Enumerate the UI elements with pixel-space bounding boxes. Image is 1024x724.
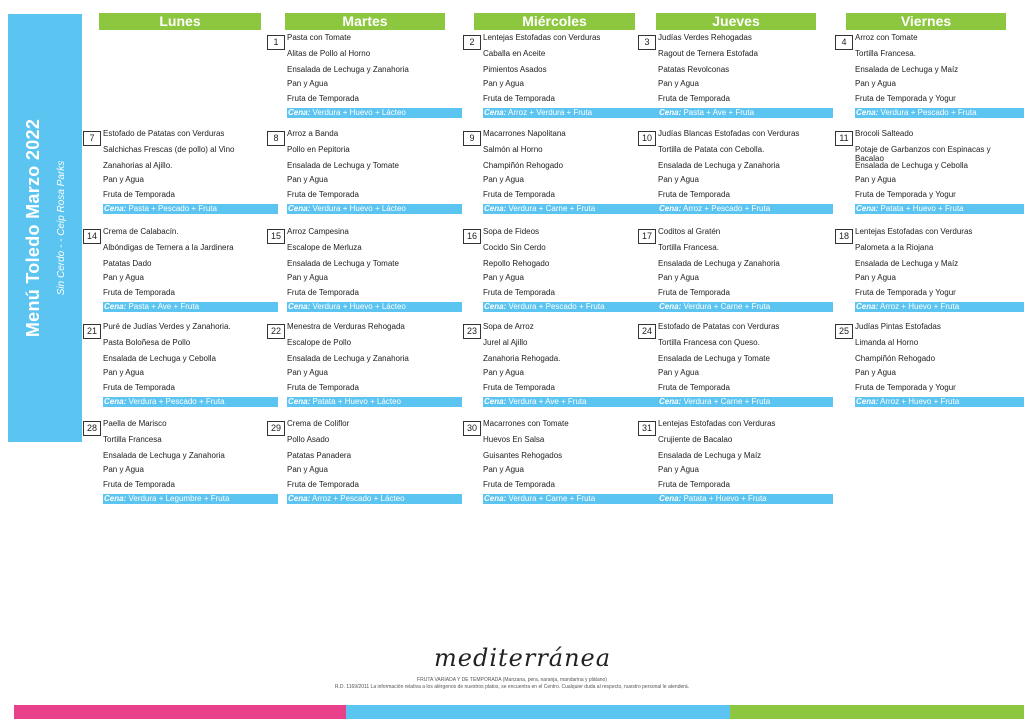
cena-label: Cena: — [856, 302, 879, 311]
dish-item: Pan y Agua — [855, 368, 896, 377]
day-number: 21 — [83, 324, 101, 339]
cena-bar — [483, 494, 658, 504]
dish-item: Ensalada de Lechuga y Tomate — [658, 354, 770, 363]
day-number: 7 — [83, 131, 101, 146]
cena-label: Cena: — [484, 108, 507, 117]
dish-item: Caballa en Aceite — [483, 49, 546, 58]
dish-item: Alitas de Pollo al Horno — [287, 49, 371, 58]
dish-item: Fruta de Temporada — [658, 94, 730, 103]
dish-item: Ensalada de Lechuga y Maíz — [855, 65, 959, 74]
dish-item: Ensalada de Lechuga y Maíz — [855, 259, 959, 268]
cena-value: Verdura + Carne + Fruta — [683, 302, 771, 311]
dish-item: Sopa de Fideos — [483, 227, 540, 236]
cena-label: Cena: — [104, 204, 127, 213]
day-number: 8 — [267, 131, 285, 146]
dish-item: Fruta de Temporada — [287, 383, 359, 392]
cena-bar — [103, 302, 278, 312]
dish-item: Pan y Agua — [287, 175, 328, 184]
dish-item: Ensalada de Lechuga y Zanahoria — [658, 161, 780, 170]
dish-item: Macarrones Napolitana — [483, 129, 566, 138]
dish-item: Palometa a la Riojana — [855, 243, 934, 252]
dish-item: Pan y Agua — [658, 368, 699, 377]
dish-item: Pan y Agua — [483, 465, 524, 474]
footer-stripe-blue — [346, 705, 730, 719]
day-number: 14 — [83, 229, 101, 244]
cena-value: Patata + Huevo + Lácteo — [312, 397, 401, 406]
cena-bar — [658, 204, 833, 214]
dish-item: Fruta de Temporada — [658, 190, 730, 199]
cena-value: Verdura + Pescado + Fruta — [880, 108, 977, 117]
dish-item: Judías Verdes Rehogadas — [658, 33, 752, 42]
cena-label: Cena: — [484, 397, 507, 406]
dish-item: Pan y Agua — [287, 79, 328, 88]
cena-value: Arroz + Verdura + Fruta — [508, 108, 593, 117]
footer-fruit-note: FRUTA VARIADA Y DE TEMPORADA (Manzana, pera, naranja, mandarina y plátano) — [417, 677, 607, 683]
dish-item: Pan y Agua — [103, 273, 144, 282]
menu-subtitle: Sin Cerdo - - Ceip Rosa Parks — [56, 160, 67, 296]
day-number: 4 — [835, 35, 853, 50]
cena-label: Cena: — [104, 302, 127, 311]
cena-value: Verdura + Legumbre + Fruta — [128, 494, 230, 503]
day-number: 18 — [835, 229, 853, 244]
dish-item: Fruta de Temporada — [483, 94, 555, 103]
cena-bar — [483, 397, 658, 407]
dish-item: Lentejas Estofadas con Verduras — [855, 227, 973, 236]
day-header-lunes: Lunes — [99, 13, 261, 30]
dish-item: Fruta de Temporada — [287, 94, 359, 103]
dish-item: Ensalada de Lechuga y Cebolla — [855, 161, 968, 170]
cena-value: Patata + Huevo + Fruta — [683, 494, 767, 503]
day-number: 2 — [463, 35, 481, 50]
dish-item: Arroz con Tomate — [855, 33, 918, 42]
dish-item: Ragout de Ternera Estofada — [658, 49, 758, 58]
cena-value: Patata + Huevo + Fruta — [880, 204, 964, 213]
dish-item: Pan y Agua — [483, 368, 524, 377]
cena-label: Cena: — [288, 302, 311, 311]
dish-item: Zanahoria Rehogada. — [483, 354, 561, 363]
dish-item: Fruta de Temporada — [103, 190, 175, 199]
day-number: 28 — [83, 421, 101, 436]
cena-value: Arroz + Pescado + Lácteo — [312, 494, 405, 503]
day-header-martes: Martes — [285, 13, 445, 30]
cena-label: Cena: — [659, 204, 682, 213]
brand-logo: mediterránea — [434, 644, 612, 672]
dish-item: Fruta de Temporada — [658, 288, 730, 297]
dish-item: Tortilla de Patata con Cebolla. — [658, 145, 765, 154]
cena-label: Cena: — [659, 494, 682, 503]
dish-item: Crujiente de Bacalao — [658, 435, 733, 444]
dish-item: Pan y Agua — [658, 79, 699, 88]
dish-item: Guisantes Rehogados — [483, 451, 563, 460]
cena-bar — [658, 397, 833, 407]
dish-item: Limanda al Horno — [855, 338, 919, 347]
footer-stripe-pink — [14, 705, 346, 719]
dish-item: Fruta de Temporada y Yogur — [855, 383, 956, 392]
cena-label: Cena: — [288, 494, 311, 503]
cena-value: Arroz + Huevo + Fruta — [880, 397, 960, 406]
dish-item: Pan y Agua — [855, 273, 896, 282]
cena-bar — [287, 302, 462, 312]
cena-value: Verdura + Pescado + Fruta — [128, 397, 225, 406]
dish-item: Pollo en Pepitoria — [287, 145, 350, 154]
dish-item: Tortilla Francesa — [103, 435, 162, 444]
dish-item: Puré de Judías Verdes y Zanahoria. — [103, 322, 231, 331]
dish-item: Coditos al Gratén — [658, 227, 721, 236]
dish-item: Fruta de Temporada — [658, 383, 730, 392]
cena-value: Pasta + Ave + Fruta — [683, 108, 755, 117]
day-number: 16 — [463, 229, 481, 244]
dish-item: Pan y Agua — [855, 79, 896, 88]
dish-item: Fruta de Temporada — [287, 480, 359, 489]
dish-item: Pan y Agua — [287, 465, 328, 474]
dish-item: Fruta de Temporada — [287, 288, 359, 297]
cena-value: Verdura + Huevo + Lácteo — [312, 108, 406, 117]
cena-value: Verdura + Huevo + Lácteo — [312, 204, 406, 213]
cena-value: Pasta + Ave + Fruta — [128, 302, 200, 311]
dish-item: Menestra de Verduras Rehogada — [287, 322, 405, 331]
day-number: 10 — [638, 131, 656, 146]
cena-bar — [103, 494, 278, 504]
cena-value: Verdura + Huevo + Lácteo — [312, 302, 406, 311]
dish-item: Fruta de Temporada — [103, 288, 175, 297]
dish-item: Champiñón Rehogado — [483, 161, 564, 170]
dish-item: Ensalada de Lechuga y Maíz — [658, 451, 762, 460]
dish-item: Pan y Agua — [103, 465, 144, 474]
dish-item: Estofado de Patatas con Verduras — [658, 322, 780, 331]
cena-label: Cena: — [856, 108, 879, 117]
dish-item: Fruta de Temporada — [483, 383, 555, 392]
dish-item: Ensalada de Lechuga y Zanahoria — [658, 259, 780, 268]
dish-item: Brocoli Salteado — [855, 129, 914, 138]
dish-item: Lentejas Estofadas con Verduras — [658, 419, 776, 428]
day-number: 23 — [463, 324, 481, 339]
footer-stripe-green — [730, 705, 1024, 719]
dish-item: Escalope de Merluza — [287, 243, 362, 252]
dish-item: Ensalada de Lechuga y Cebolla — [103, 354, 216, 363]
dish-item: Judías Blancas Estofadas con Verduras — [658, 129, 800, 138]
dish-item: Fruta de Temporada — [483, 288, 555, 297]
dish-item: Macarrones con Tomate — [483, 419, 569, 428]
dish-item: Fruta de Temporada y Yogur — [855, 288, 956, 297]
dish-item: Salmón al Horno — [483, 145, 543, 154]
cena-value: Verdura + Ave + Fruta — [508, 397, 587, 406]
dish-item: Pan y Agua — [855, 175, 896, 184]
cena-bar — [287, 204, 462, 214]
day-number: 1 — [267, 35, 285, 50]
cena-label: Cena: — [659, 108, 682, 117]
dish-item: Ensalada de Lechuga y Zanahoria — [287, 354, 409, 363]
cena-bar — [658, 494, 833, 504]
dish-item: Pan y Agua — [287, 368, 328, 377]
dish-item: Jurel al Ajillo — [483, 338, 528, 347]
cena-bar — [855, 204, 1024, 214]
dish-item: Fruta de Temporada — [483, 190, 555, 199]
sidebar-text — [23, 119, 67, 337]
dish-item: Fruta de Temporada — [658, 480, 730, 489]
dish-item: Sopa de Arroz — [483, 322, 534, 331]
day-header-miercoles: Miércoles — [474, 13, 635, 30]
cena-value: Verdura + Pescado + Fruta — [508, 302, 605, 311]
dish-item: Escalope de Pollo — [287, 338, 352, 347]
dish-item: Salchichas Frescas (de pollo) al Vino — [103, 145, 235, 154]
dish-item: Arroz Campesina — [287, 227, 349, 236]
dish-item: Crema de Calabacín. — [103, 227, 179, 236]
dish-item: Paella de Marisco — [103, 419, 167, 428]
day-number: 30 — [463, 421, 481, 436]
cena-bar — [855, 108, 1024, 118]
dish-item: Fruta de Temporada — [103, 480, 175, 489]
cena-value: Pasta + Pescado + Fruta — [128, 204, 217, 213]
dish-item: Ensalada de Lechuga y Tomate — [287, 161, 399, 170]
day-number: 15 — [267, 229, 285, 244]
day-number: 25 — [835, 324, 853, 339]
cena-label: Cena: — [484, 204, 507, 213]
dish-item: Albóndigas de Ternera a la Jardinera — [103, 243, 234, 252]
cena-value: Arroz + Huevo + Fruta — [880, 302, 960, 311]
cena-value: Verdura + Carne + Fruta — [508, 204, 596, 213]
day-header-viernes: Viernes — [846, 13, 1006, 30]
cena-bar — [287, 108, 462, 118]
dish-item: Potaje de Garbanzos con Espinacas y Bacalao — [855, 145, 991, 163]
cena-bar — [483, 302, 658, 312]
dish-item: Huevos En Salsa — [483, 435, 545, 444]
day-number: 17 — [638, 229, 656, 244]
cena-value: Verdura + Carne + Fruta — [508, 494, 596, 503]
dish-item: Pan y Agua — [658, 465, 699, 474]
dish-item: Patatas Revolconas — [658, 65, 730, 74]
cena-label: Cena: — [484, 302, 507, 311]
day-header-jueves: Jueves — [656, 13, 816, 30]
day-number: 24 — [638, 324, 656, 339]
dish-item: Tortilla Francesa con Queso. — [658, 338, 760, 347]
cena-value: Arroz + Pescado + Fruta — [683, 204, 771, 213]
cena-value: Verdura + Carne + Fruta — [683, 397, 771, 406]
dish-item: Pan y Agua — [103, 368, 144, 377]
day-number: 9 — [463, 131, 481, 146]
cena-bar — [855, 302, 1024, 312]
dish-item: Pan y Agua — [483, 79, 524, 88]
dish-item: Cocido Sin Cerdo — [483, 243, 546, 252]
cena-label: Cena: — [856, 397, 879, 406]
cena-bar — [658, 302, 833, 312]
cena-bar — [658, 108, 833, 118]
day-number: 11 — [835, 131, 853, 146]
dish-item: Pan y Agua — [658, 273, 699, 282]
dish-item: Ensalada de Lechuga y Tomate — [287, 259, 399, 268]
dish-item: Arroz a Banda — [287, 129, 339, 138]
cena-bar — [103, 397, 278, 407]
dish-item: Pan y Agua — [483, 273, 524, 282]
cena-label: Cena: — [484, 494, 507, 503]
cena-label: Cena: — [659, 302, 682, 311]
cena-label: Cena: — [104, 494, 127, 503]
cena-bar — [103, 204, 278, 214]
dish-item: Lentejas Estofadas con Verduras — [483, 33, 601, 42]
dish-item: Pan y Agua — [287, 273, 328, 282]
dish-item: Pimientos Asados — [483, 65, 547, 74]
menu-title: Menú Toledo Marzo 2022 — [23, 118, 43, 338]
sidebar-banner — [8, 14, 82, 442]
dish-item: Fruta de Temporada — [103, 383, 175, 392]
cena-bar — [287, 397, 462, 407]
dish-item: Fruta de Temporada — [287, 190, 359, 199]
cena-label: Cena: — [104, 397, 127, 406]
dish-item: Pan y Agua — [658, 175, 699, 184]
dish-item: Patatas Dado — [103, 259, 152, 268]
cena-label: Cena: — [856, 204, 879, 213]
dish-item: Fruta de Temporada y Yogur — [855, 190, 956, 199]
dish-item: Tortilla Francesa. — [855, 49, 916, 58]
day-number: 29 — [267, 421, 285, 436]
dish-item: Patatas Panadera — [287, 451, 352, 460]
cena-label: Cena: — [288, 204, 311, 213]
day-number: 22 — [267, 324, 285, 339]
dish-item: Fruta de Temporada y Yogur — [855, 94, 956, 103]
dish-item: Pan y Agua — [483, 175, 524, 184]
dish-item: Pollo Asado — [287, 435, 330, 444]
dish-item: Pan y Agua — [103, 175, 144, 184]
dish-item: Repollo Rehogado — [483, 259, 550, 268]
dish-item: Estofado de Patatas con Verduras — [103, 129, 225, 138]
cena-bar — [287, 494, 462, 504]
cena-label: Cena: — [659, 397, 682, 406]
dish-item: Champiñón Rehogado — [855, 354, 936, 363]
cena-bar — [483, 108, 658, 118]
dish-item: Pasta Boloñesa de Pollo — [103, 338, 191, 347]
cena-bar — [483, 204, 658, 214]
dish-item: Zanahorias al Ajillo. — [103, 161, 173, 170]
cena-bar — [855, 397, 1024, 407]
day-number: 3 — [638, 35, 656, 50]
dish-item: Pasta con Tomate — [287, 33, 351, 42]
dish-item: Fruta de Temporada — [483, 480, 555, 489]
dish-item: Tortilla Francesa. — [658, 243, 719, 252]
footer-allergen-note: R.D. 1169/2011 La información relativa a los alérgenos de nuestros platos, se encuentra en el Centro. Cualquier duda al respecto, nuestro personal le atenderá. — [334, 684, 690, 690]
dish-item: Judías Pintas Estofadas — [855, 322, 941, 331]
dish-item: Ensalada de Lechuga y Zanahoria — [103, 451, 225, 460]
day-number: 31 — [638, 421, 656, 436]
dish-item: Ensalada de Lechuga y Zanahoria — [287, 65, 409, 74]
dish-item: Crema de Coliflor — [287, 419, 350, 428]
cena-label: Cena: — [288, 108, 311, 117]
cena-label: Cena: — [288, 397, 311, 406]
